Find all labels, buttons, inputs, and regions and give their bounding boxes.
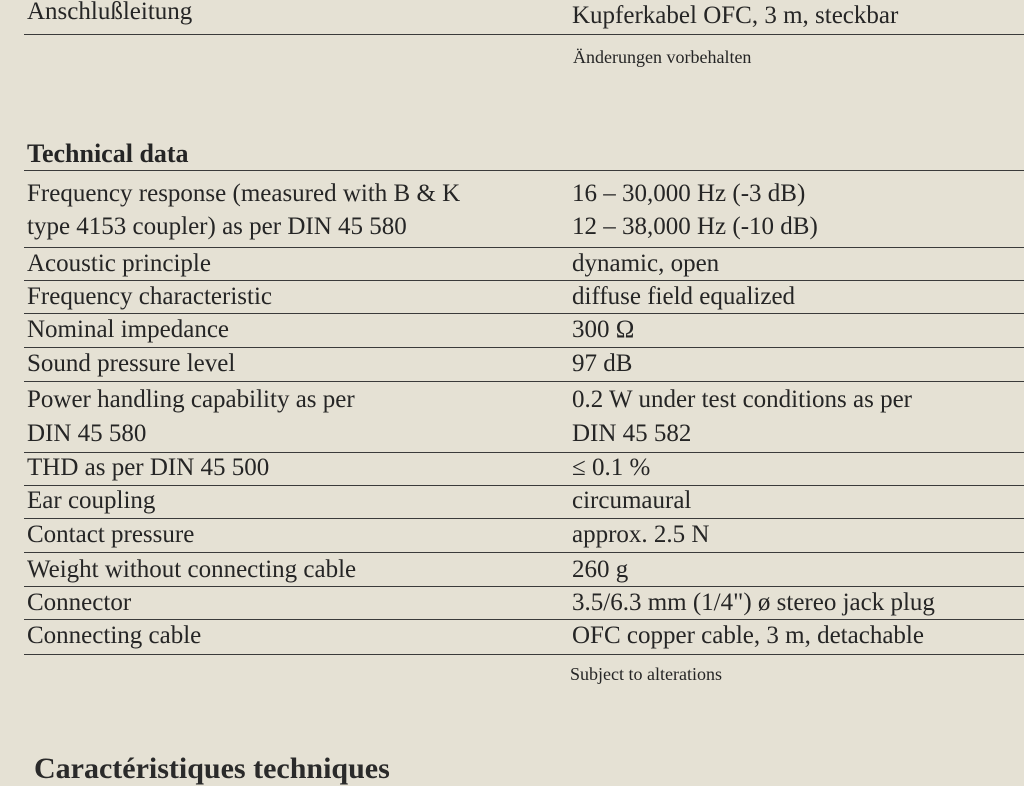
spec-row-anschlussleitung bbox=[24, 0, 1024, 35]
spec-value: circumaural bbox=[572, 487, 692, 514]
spec-row bbox=[24, 518, 1024, 553]
section-title: Technical data bbox=[27, 139, 189, 168]
spec-value: DIN 45 582 bbox=[572, 420, 692, 447]
spec-row bbox=[24, 619, 1024, 655]
spec-row bbox=[24, 586, 1024, 620]
spec-label: Sound pressure level bbox=[27, 350, 236, 377]
spec-row bbox=[24, 347, 1024, 382]
spec-row bbox=[24, 452, 1024, 486]
bottom-note: Subject to alterations bbox=[570, 664, 722, 684]
spec-value: 16 – 30,000 Hz (-3 dB) bbox=[572, 180, 806, 207]
top-note: Änderungen vorbehalten bbox=[573, 47, 752, 67]
spec-row bbox=[24, 280, 1024, 314]
spec-row bbox=[24, 552, 1024, 587]
spec-row bbox=[24, 381, 1024, 453]
spec-label: Connecting cable bbox=[27, 622, 202, 649]
spec-value: 97 dB bbox=[572, 350, 633, 377]
spec-value: 260 g bbox=[572, 556, 629, 583]
spec-row bbox=[24, 313, 1024, 348]
spec-label: Contact pressure bbox=[27, 521, 195, 548]
spec-value: 3.5/6.3 mm (1/4") ø stereo jack plug bbox=[572, 589, 935, 616]
spec-label: Power handling capability as per bbox=[27, 386, 355, 413]
spec-row bbox=[24, 485, 1024, 519]
spec-value: 300 Ω bbox=[572, 316, 635, 343]
next-section-heading: Caractéristiques techniques bbox=[34, 752, 390, 785]
spec-label: THD as per DIN 45 500 bbox=[27, 454, 270, 481]
spec-label: Acoustic principle bbox=[27, 250, 211, 277]
spec-value: diffuse field equalized bbox=[572, 283, 796, 310]
spec-row bbox=[24, 247, 1024, 281]
spec-label: Frequency response (measured with B & K bbox=[27, 180, 461, 207]
spec-label: Connector bbox=[27, 589, 132, 616]
spec-label: Frequency characteristic bbox=[27, 283, 273, 310]
spec-value: Kupferkabel OFC, 3 m, steckbar bbox=[572, 2, 899, 29]
spec-label: DIN 45 580 bbox=[27, 420, 147, 447]
spec-label: type 4153 coupler) as per DIN 45 580 bbox=[27, 213, 407, 240]
spec-label: Weight without connecting cable bbox=[27, 556, 357, 583]
spec-value: OFC copper cable, 3 m, detachable bbox=[572, 622, 924, 649]
spec-value: dynamic, open bbox=[572, 250, 720, 277]
spec-label: Anschlußleitung bbox=[27, 0, 193, 25]
spec-value: 0.2 W under test conditions as per bbox=[572, 386, 912, 413]
spec-row bbox=[24, 171, 1024, 248]
spec-label: Ear coupling bbox=[27, 487, 156, 514]
spec-value: 12 – 38,000 Hz (-10 dB) bbox=[572, 213, 818, 240]
spec-label: Nominal impedance bbox=[27, 316, 230, 343]
spec-value: ≤ 0.1 % bbox=[572, 454, 651, 481]
spec-value: approx. 2.5 N bbox=[572, 521, 710, 548]
